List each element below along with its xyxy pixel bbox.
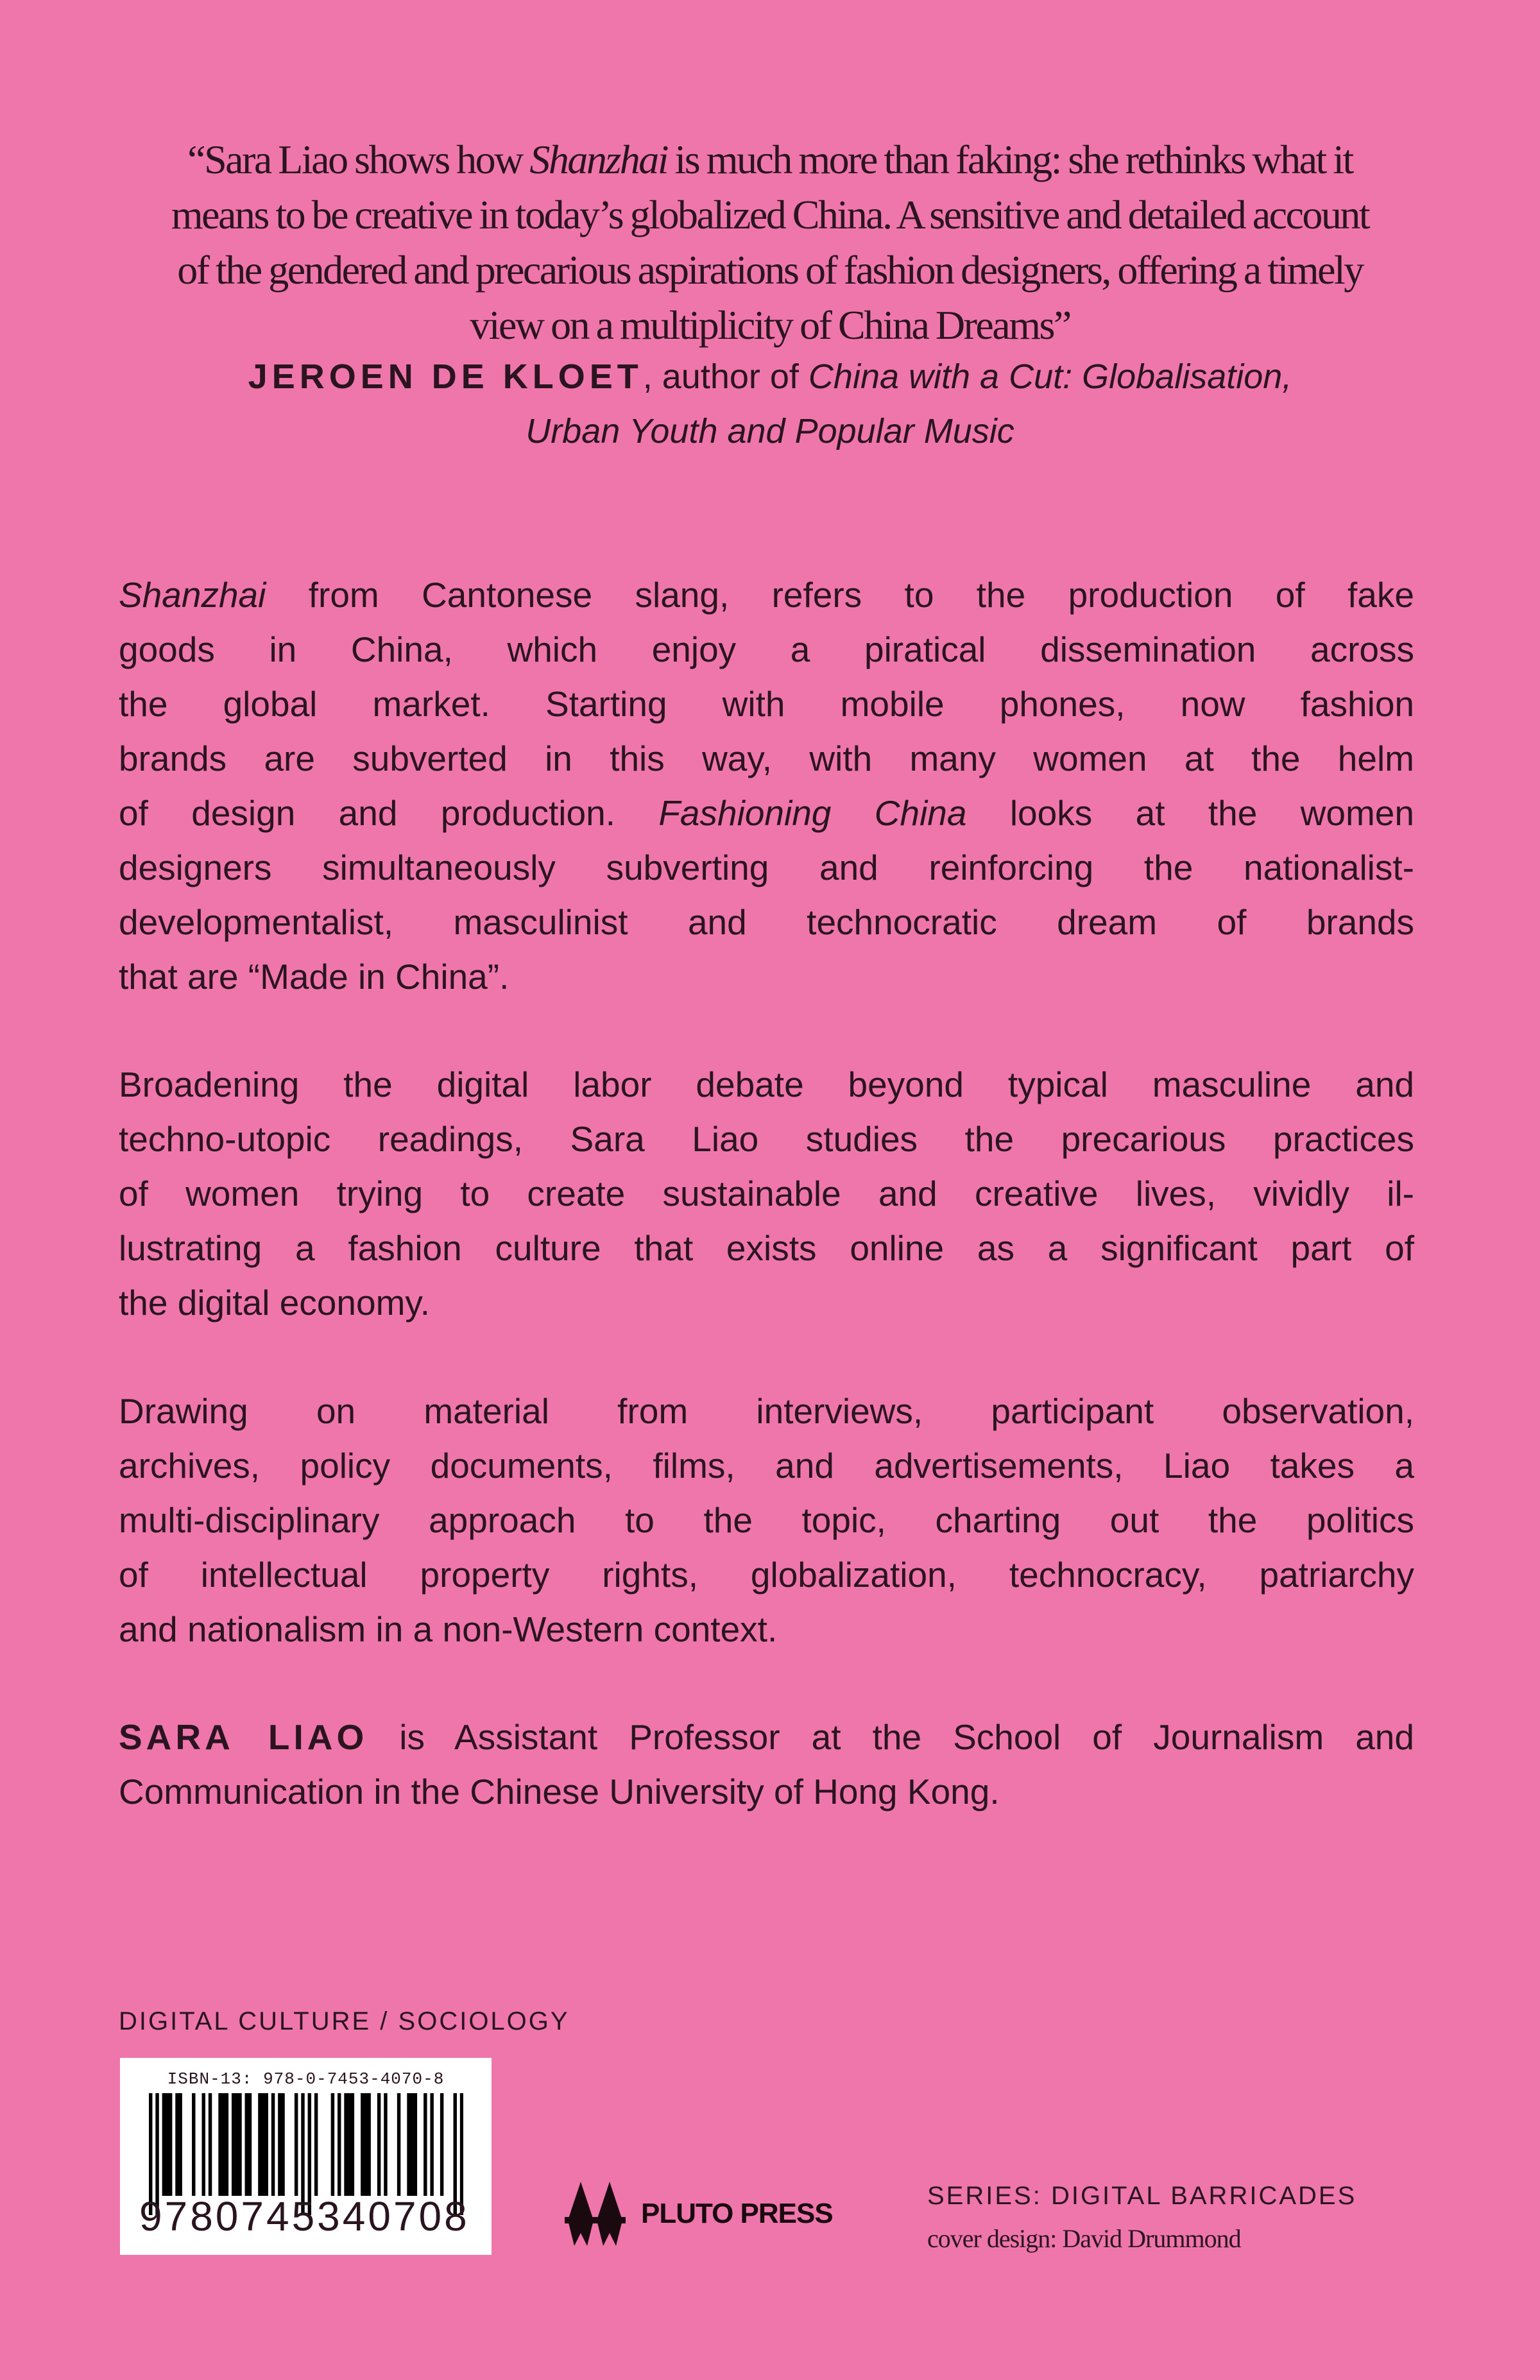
- text-line: [96, 132, 1444, 187]
- text-line: [119, 568, 1414, 622]
- text-line: [119, 1384, 1414, 1439]
- barcode-bar: [367, 2093, 370, 2196]
- text-line: [119, 786, 1414, 841]
- barcode-bar: [218, 2093, 221, 2196]
- barcode-bar: [271, 2093, 275, 2196]
- pluto-press-logo-icon: [561, 2182, 632, 2246]
- barcode-bar: [351, 2093, 354, 2196]
- text-line: [96, 298, 1444, 353]
- barcode-bar: [261, 2093, 264, 2196]
- text-span: Drawing on material from interviews, participant observation,: [119, 1391, 1414, 1431]
- text-span: means to be creative in today’s globalized China. A sensitive and detailed account: [171, 192, 1369, 237]
- text-line: [119, 1276, 1414, 1330]
- endorser-book-title-cont: Urban Youth and Popular Music: [526, 412, 1014, 450]
- barcode-bar: [245, 2093, 248, 2196]
- barcode-bar: [440, 2093, 443, 2196]
- text-span: view on a multiplicity of China Dreams”: [470, 302, 1070, 348]
- cover-design-credit: cover design: David Drummond: [927, 2224, 1241, 2253]
- barcode-bar: [410, 2093, 413, 2196]
- isbn-label: ISBN-13: 978-0-7453-4070-8: [167, 2069, 445, 2089]
- barcode-bar: [232, 2093, 235, 2196]
- text-span: that are “Made in China”.: [119, 957, 509, 997]
- text-line: [119, 1167, 1414, 1221]
- isbn-barcode: [120, 2058, 492, 2255]
- barcode-bar: [397, 2093, 400, 2196]
- author-bio: [119, 1710, 1414, 1819]
- barcode-digits: 9780745340708: [139, 2193, 470, 2239]
- subject-category: DIGITAL CULTURE / SOCIOLOGY: [119, 2007, 570, 2035]
- barcode-bar: [414, 2093, 417, 2196]
- text-span: the global market. Starting with mobile phones, now fashion: [119, 684, 1414, 724]
- text-line: [119, 1439, 1414, 1493]
- text-span: of design and production.: [119, 793, 659, 833]
- barcode-bar: [225, 2093, 228, 2196]
- endorser-book-title: China with a Cut: Globalisation,: [808, 357, 1292, 396]
- text-line: [119, 950, 1414, 1004]
- barcode-bar: [202, 2093, 205, 2196]
- barcode-bar: [314, 2093, 318, 2196]
- barcode-bar: [178, 2093, 182, 2196]
- text-span: the digital economy.: [119, 1283, 431, 1323]
- barcode-bar: [258, 2093, 261, 2196]
- barcode-bar: [295, 2093, 298, 2196]
- series-name: SERIES: DIGITAL BARRICADES: [927, 2182, 1357, 2210]
- text-line: [119, 677, 1414, 732]
- italic-text: Fashioning China: [658, 793, 967, 833]
- text-line: [119, 841, 1414, 895]
- text-line: [119, 895, 1414, 950]
- publisher-logo: [561, 2182, 833, 2246]
- barcode-bar: [162, 2093, 166, 2196]
- text-line: [119, 1710, 1414, 1765]
- endorsement-quote: [96, 132, 1444, 353]
- barcode-bar: [209, 2093, 212, 2196]
- barcode-bar: [281, 2093, 284, 2196]
- text-span: Communication in the Chinese University of Hong Kong.: [119, 1772, 1000, 1811]
- barcode-bar: [175, 2093, 178, 2196]
- text-line: [119, 1548, 1414, 1602]
- endorsement-attribution: [96, 350, 1444, 459]
- text-span: “Sara Liao shows how: [187, 137, 530, 182]
- text-span: looks at the women: [966, 793, 1414, 833]
- barcode-bar: [169, 2093, 172, 2196]
- blurb-paragraph-1: [119, 568, 1414, 1004]
- barcode-bar: [384, 2093, 387, 2196]
- barcode-bar: [221, 2093, 225, 2196]
- barcode-bar: [235, 2093, 238, 2196]
- text-span: techno-utopic readings, Sara Liao studies the precarious practices: [119, 1119, 1414, 1159]
- barcode-bar: [166, 2093, 169, 2196]
- text-span: of the gendered and precarious aspirations of fashion designers, offering a timely: [177, 247, 1363, 293]
- barcode-bar: [331, 2093, 334, 2196]
- barcode-bar: [278, 2093, 281, 2196]
- text-line: [119, 1221, 1414, 1276]
- barcode-bar: [377, 2093, 381, 2196]
- text-span: brands are subverted in this way, with many women at the helm: [119, 739, 1414, 778]
- barcode-bar: [361, 2093, 364, 2196]
- bold-name: SARA LIAO: [119, 1717, 368, 1757]
- text-span: of intellectual property rights, globalization, technocracy, patriarchy: [119, 1555, 1414, 1595]
- barcode-bar: [424, 2093, 427, 2196]
- text-span: and nationalism in a non-Western context.: [119, 1609, 778, 1649]
- attribution-prefix: , author of: [642, 357, 809, 396]
- text-span: is much more than faking: she rethinks what it: [667, 137, 1353, 182]
- text-span: of women trying to create sustainable and creative lives, vividly il-: [119, 1174, 1414, 1213]
- text-line: [96, 187, 1444, 243]
- text-span: multi-disciplinary approach to the topic, charting out the politics: [119, 1500, 1414, 1540]
- barcode-bar: [407, 2093, 410, 2196]
- text-span: archives, policy documents, films, and advertisements, Liao takes a: [119, 1446, 1414, 1485]
- italic-text: Shanzhai: [119, 575, 266, 615]
- text-line: [96, 243, 1444, 298]
- barcode-bar: [338, 2093, 341, 2196]
- text-span: goods in China, which enjoy a piratical dissemination across: [119, 629, 1414, 669]
- barcode-bar: [430, 2093, 433, 2196]
- endorser-name: JEROEN DE KLOET: [248, 357, 643, 396]
- text-span: lustrating a fashion culture that exists online as a significant part of: [119, 1228, 1414, 1268]
- barcode-bar: [265, 2093, 268, 2196]
- text-line: [119, 1493, 1414, 1548]
- blurb-paragraph-2: [119, 1057, 1414, 1330]
- text-line: [119, 732, 1414, 786]
- barcode-bar: [364, 2093, 367, 2196]
- italic-text: Shanzhai: [529, 137, 668, 182]
- text-line: [119, 622, 1414, 677]
- text-line: [119, 1765, 1414, 1819]
- barcode-bar: [248, 2093, 252, 2196]
- barcode-bar: [347, 2093, 350, 2196]
- blurb-paragraph-3: [119, 1384, 1414, 1657]
- barcode-bar: [344, 2093, 347, 2196]
- text-line: [119, 1057, 1414, 1112]
- text-span: Broadening the digital labor debate beyond typical masculine and: [119, 1065, 1414, 1104]
- barcode-bar: [238, 2093, 241, 2196]
- text-line: [119, 1112, 1414, 1167]
- barcode-bar: [192, 2093, 195, 2196]
- text-span: is Assistant Professor at the School of Journalism and: [368, 1717, 1414, 1757]
- text-line: [119, 1602, 1414, 1657]
- text-span: designers simultaneously subverting and reinforcing the nationalist-: [119, 848, 1414, 887]
- text-span: from Cantonese slang, refers to the production of fake: [266, 575, 1414, 615]
- publisher-name: PLUTO PRESS: [641, 2198, 833, 2229]
- text-span: developmentalist, masculinist and technocratic dream of brands: [119, 902, 1414, 942]
